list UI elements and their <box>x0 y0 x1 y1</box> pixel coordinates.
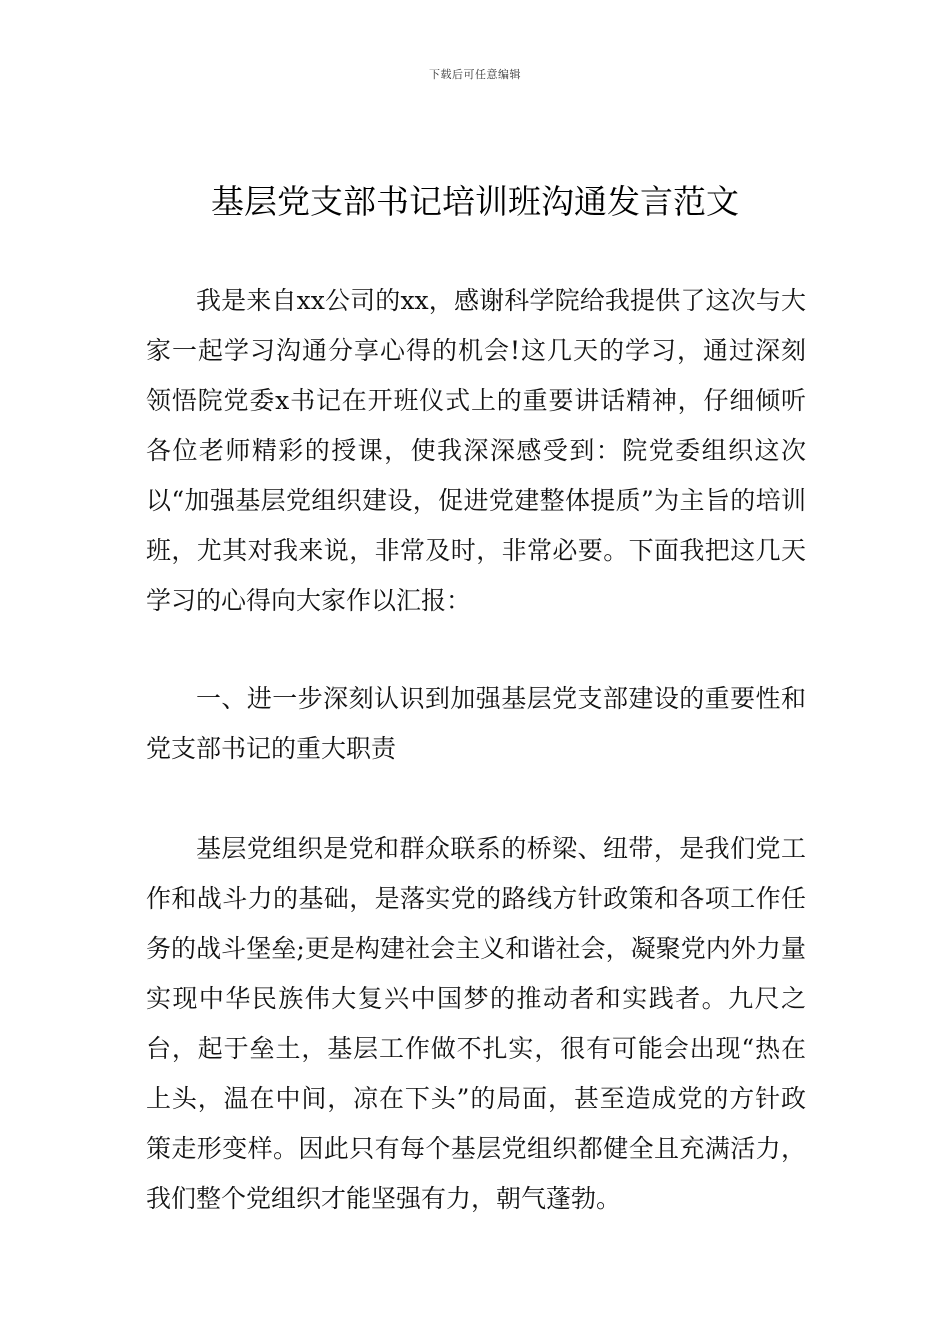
section-heading: 一、进一步深刻认识到加强基层党支部建设的重要性和党支部书记的重大职责 <box>146 684 806 763</box>
intro-paragraph: 我是来自xx公司的xx，感谢科学院给我提供了这次与大家一起学习沟通分享心得的机会!这几天的学习，通过深刻领悟院党委x书记在开班仪式上的重要讲话精神，仔细倾听各位老师精彩的授课，使我深深感受到：院党委组织这次以“加强基层党组织建设，促进党建整体提质”为主旨的培训班，尤其对我来说，非常及时，非常必要。下面我把这几天学习的心得向大家作以汇报： <box>146 286 806 615</box>
header-note: 下载后可任意编辑 <box>429 68 521 81</box>
body-paragraph: 基层党组织是党和群众联系的桥梁、纽带，是我们党工作和战斗力的基础，是落实党的路线方针政策和各项工作任务的战斗堡垒;更是构建社会主义和谐社会，凝聚党内外力量实现中华民族伟大复兴中国梦的推动者和实践者。九尺之台，起于垒土，基层工作做不扎实，很有可能会出现“热在上头，温在中间，凉在下头”的局面，甚至造成党的方针政策走形变样。因此只有每个基层党组织都健全且充满活力，我们整个党组织才能坚强有力，朝气蓬勃。 <box>146 834 806 1213</box>
document-title: 基层党支部书记培训班沟通发言范文 <box>211 182 739 221</box>
